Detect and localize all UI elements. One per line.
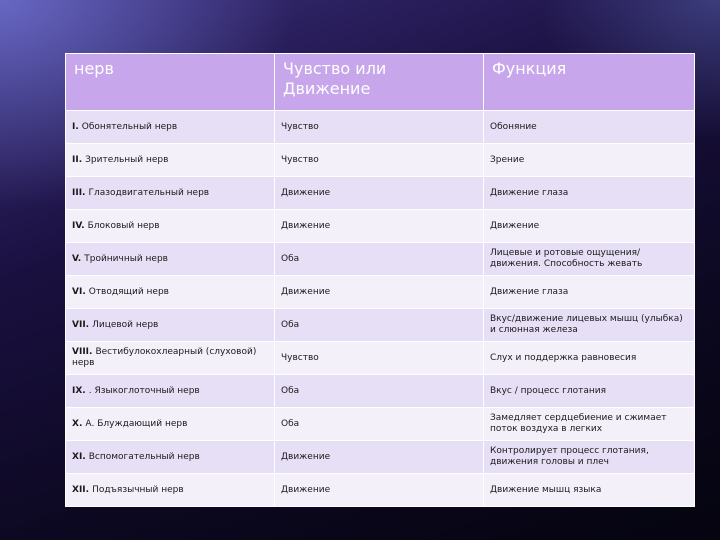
function-cell: Лицевые и ротовые ощущения/движения. Способность жевать	[484, 243, 695, 276]
function-cell: Обоняние	[484, 111, 695, 144]
nerve-cell	[66, 111, 275, 144]
type-cell: Оба	[275, 309, 484, 342]
nerve-number: VIII.	[72, 347, 93, 358]
function-cell: Вкус/движение лицевых мышц (улыбка) и слюнная железа	[484, 309, 695, 342]
function-cell: Слух и поддержка равновесия	[484, 342, 695, 375]
table-header-row	[66, 54, 695, 111]
nerve-number: I.	[72, 121, 79, 132]
nerve-cell	[66, 375, 275, 408]
cranial-nerves-table	[65, 53, 695, 507]
nerve-name: Зрительный нерв	[85, 154, 169, 165]
nerve-name: Тройничный нерв	[84, 253, 168, 264]
function-cell: Контролирует процесс глотания, движения головы и плеч	[484, 441, 695, 474]
table-row	[66, 375, 695, 408]
table-row	[66, 243, 695, 276]
function-cell: Движение мышц языка	[484, 474, 695, 507]
nerve-name: Подъязычный нерв	[92, 484, 184, 495]
type-cell: Движение	[275, 474, 484, 507]
type-cell: Чувство	[275, 111, 484, 144]
type-cell: Чувство	[275, 342, 484, 375]
nerve-number: XII.	[72, 484, 90, 495]
type-cell: Оба	[275, 375, 484, 408]
type-cell: Движение	[275, 210, 484, 243]
nerve-number: VII.	[72, 319, 90, 330]
type-cell: Движение	[275, 276, 484, 309]
type-cell: Чувство	[275, 144, 484, 177]
table-row	[66, 441, 695, 474]
table-row	[66, 111, 695, 144]
nerve-name: А. Блуждающий нерв	[85, 418, 188, 429]
type-cell: Оба	[275, 243, 484, 276]
nerve-number: IV.	[72, 220, 85, 231]
nerve-name: Глазодвигательный нерв	[88, 187, 210, 198]
nerve-cell	[66, 474, 275, 507]
nerve-name: . Языкоглоточный нерв	[88, 385, 200, 396]
nerve-number: III.	[72, 187, 86, 198]
nerve-number: VI.	[72, 286, 86, 297]
nerve-number: IX.	[72, 385, 86, 396]
nerve-name: Блоковый нерв	[87, 220, 160, 231]
nerve-number: XI.	[72, 451, 86, 462]
nerve-cell	[66, 144, 275, 177]
nerve-number: X.	[72, 418, 83, 429]
function-cell: Зрение	[484, 144, 695, 177]
nerve-number: II.	[72, 154, 83, 165]
nerve-name: Вспомогательный нерв	[88, 451, 200, 462]
function-cell: Движение глаза	[484, 177, 695, 210]
nerve-cell	[66, 276, 275, 309]
table-row	[66, 144, 695, 177]
nerve-cell	[66, 441, 275, 474]
header-type: Чувство или Движение	[275, 54, 484, 111]
table-row	[66, 474, 695, 507]
table-row	[66, 177, 695, 210]
type-cell: Оба	[275, 408, 484, 441]
function-cell: Движение	[484, 210, 695, 243]
table-row	[66, 408, 695, 441]
function-cell: Замедляет сердцебиение и сжимает поток воздуха в легких	[484, 408, 695, 441]
nerve-cell	[66, 210, 275, 243]
nerve-name: Обонятельный нерв	[81, 121, 178, 132]
type-cell: Движение	[275, 441, 484, 474]
function-cell: Движение глаза	[484, 276, 695, 309]
nerve-cell	[66, 342, 275, 375]
nerve-cell	[66, 408, 275, 441]
nerve-name: Лицевой нерв	[92, 319, 159, 330]
table-row	[66, 309, 695, 342]
table-body	[66, 111, 695, 507]
header-function: Функция	[484, 54, 695, 111]
nerve-cell	[66, 177, 275, 210]
table-row	[66, 210, 695, 243]
table-row	[66, 276, 695, 309]
nerve-cell	[66, 309, 275, 342]
nerve-name: Вестибулокохлеарный (слуховой) нерв	[72, 347, 257, 368]
nerve-cell	[66, 243, 275, 276]
nerve-number: V.	[72, 253, 82, 264]
header-nerve: нерв	[66, 54, 275, 111]
nerve-name: Отводящий нерв	[88, 286, 169, 297]
table-row	[66, 342, 695, 375]
type-cell: Движение	[275, 177, 484, 210]
function-cell: Вкус / процесс глотания	[484, 375, 695, 408]
